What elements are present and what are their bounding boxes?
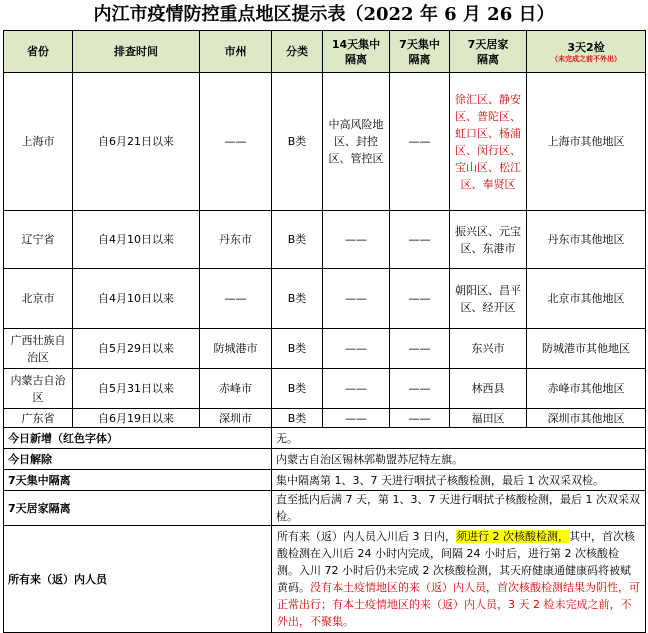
- key-areas-table: [3, 30, 646, 633]
- central-14-cell: ——: [323, 369, 390, 409]
- check-3-cell: 丹东市其他地区: [527, 211, 646, 269]
- central-7-cell: ——: [390, 329, 450, 369]
- header-7day-home: 7天居家 隔离: [450, 31, 527, 73]
- table-row: [4, 409, 646, 428]
- central-7-cell: ——: [390, 73, 450, 211]
- home-7-cell: 徐汇区、静安区、普陀区、虹口区、杨浦区、闵行区、宝山区、松江区、奉贤区: [450, 73, 527, 211]
- header-row: [4, 31, 646, 73]
- note-value: 集中隔离第 1、3、7 天进行咽拭子核酸检测，最后 1 次双采双检。: [272, 470, 646, 491]
- category-cell: B类: [272, 369, 323, 409]
- central-7-cell: ——: [390, 369, 450, 409]
- province-cell: 北京市: [4, 269, 73, 329]
- note-value: 无。: [272, 428, 646, 449]
- header-3day-2check: 3天2检 （未完成之前不外出）: [527, 31, 646, 73]
- table-row: [4, 269, 646, 329]
- check-3-cell: 防城港市其他地区: [527, 329, 646, 369]
- category-cell: B类: [272, 269, 323, 329]
- time-cell: 自5月31日以来: [73, 369, 200, 409]
- central-7-cell: ——: [390, 269, 450, 329]
- note-value: 内蒙古自治区锡林郭勒盟苏尼特左旗。: [272, 449, 646, 470]
- header-city: 市州: [200, 31, 272, 73]
- table-row: [4, 329, 646, 369]
- note-label: 7天居家隔离: [4, 491, 272, 526]
- note-label: 所有来（返）内人员: [4, 526, 272, 633]
- home-7-cell: 朝阳区、昌平区、经开区: [450, 269, 527, 329]
- table-row: [4, 211, 646, 269]
- check-3-cell: 北京市其他地区: [527, 269, 646, 329]
- city-cell: 赤峰市: [200, 369, 272, 409]
- note-row-home-7: [4, 491, 646, 526]
- time-cell: 自6月21日以来: [73, 73, 200, 211]
- time-cell: 自5月29日以来: [73, 329, 200, 369]
- arrivals-rules-text: 所有来（返）内人员入川后 3 日内，须进行 2 次核酸检测，其中，首次核酸检测在入川后 24 小时内完成，间隔 24 小时后，进行第 2 次核酸检测。入川 72 小时后仍未完成 2 次核酸检测，其天府健康通健康码将被赋黄码。没有本土疫情地区的来（返）内人员，首次核酸检测结果为阴性，可正常出行；有本土疫情地区的来（返）内人员，3 天 2 检未完成之前，不外出，不聚集。: [272, 526, 646, 633]
- time-cell: 自4月10日以来: [73, 269, 200, 329]
- central-14-cell: ——: [323, 329, 390, 369]
- note-label: 今日新增（红色字体）: [4, 428, 272, 449]
- check-3-cell: 深圳市其他地区: [527, 409, 646, 428]
- highlighted-requirement: 须进行 2 次核酸检测，: [456, 530, 569, 543]
- header-category: 分类: [272, 31, 323, 73]
- time-cell: 自6月19日以来: [73, 409, 200, 428]
- header-province: 省份: [4, 31, 73, 73]
- home-7-cell: 福田区: [450, 409, 527, 428]
- note-label: 今日解除: [4, 449, 272, 470]
- central-7-cell: ——: [390, 211, 450, 269]
- note-row-central-7: [4, 470, 646, 491]
- note-row-all-arrivals: [4, 526, 646, 633]
- table-row: [4, 369, 646, 409]
- category-cell: B类: [272, 329, 323, 369]
- header-time: 排查时间: [73, 31, 200, 73]
- home-7-cell: 振兴区、元宝区、东港市: [450, 211, 527, 269]
- province-cell: 辽宁省: [4, 211, 73, 269]
- time-cell: 自4月10日以来: [73, 211, 200, 269]
- header-7day-central: 7天集中 隔离: [390, 31, 450, 73]
- note-label: 7天集中隔离: [4, 470, 272, 491]
- header-14day-central: 14天集中 隔离: [323, 31, 390, 73]
- central-7-cell: ——: [390, 409, 450, 428]
- city-cell: ——: [200, 73, 272, 211]
- check-3-cell: 赤峰市其他地区: [527, 369, 646, 409]
- check-3-cell: 上海市其他地区: [527, 73, 646, 211]
- central-14-cell: ——: [323, 269, 390, 329]
- province-cell: 广西壮族自治区: [4, 329, 73, 369]
- table-row: [4, 73, 646, 211]
- central-14-cell: ——: [323, 211, 390, 269]
- city-cell: 深圳市: [200, 409, 272, 428]
- central-14-cell: 中高风险地区、封控区、管控区: [323, 73, 390, 211]
- city-cell: 丹东市: [200, 211, 272, 269]
- category-cell: B类: [272, 409, 323, 428]
- page-title: 内江市疫情防控重点地区提示表（2022 年 6 月 26 日）: [93, 4, 555, 25]
- home-7-cell: 东兴市: [450, 329, 527, 369]
- city-cell: 防城港市: [200, 329, 272, 369]
- province-cell: 内蒙古自治区: [4, 369, 73, 409]
- note-row-lifted: [4, 449, 646, 470]
- note-value: 直至抵内后满 7 天，第 1、3、7 天进行咽拭子核酸检测，最后 1 次双采双检。: [272, 491, 646, 526]
- note-row-new: [4, 428, 646, 449]
- city-cell: ——: [200, 269, 272, 329]
- category-cell: B类: [272, 211, 323, 269]
- province-cell: 广东省: [4, 409, 73, 428]
- province-cell: 上海市: [4, 73, 73, 211]
- category-cell: B类: [272, 73, 323, 211]
- home-7-cell: 林西县: [450, 369, 527, 409]
- central-14-cell: ——: [323, 409, 390, 428]
